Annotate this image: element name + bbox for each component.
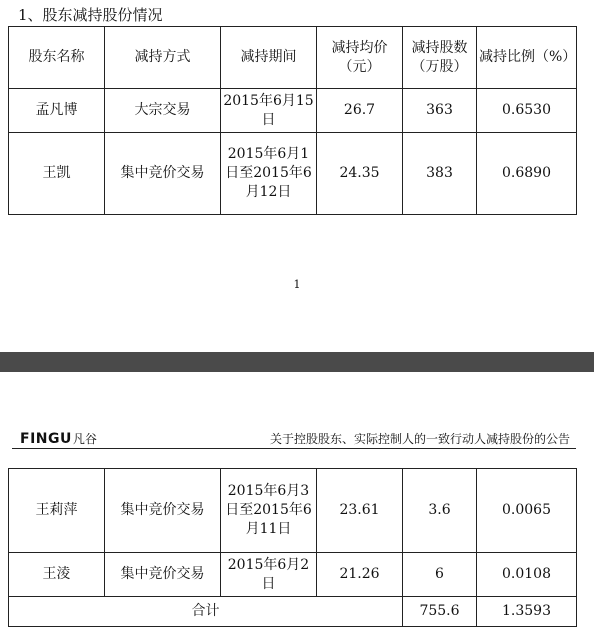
table-row <box>9 553 577 597</box>
shares-cell: 3.6 <box>403 469 477 553</box>
page-number: 1 <box>293 278 301 291</box>
ratio-cell: 0.0065 <box>477 469 577 553</box>
fingu-logo <box>20 428 97 447</box>
shareholder-name-cell: 王莉萍 <box>9 469 105 553</box>
method-cell: 集中竞价交易 <box>105 553 221 597</box>
method-cell: 集中竞价交易 <box>105 133 221 215</box>
shareholder-name-cell: 孟凡博 <box>9 89 105 133</box>
header-divider <box>12 448 576 449</box>
period-cell: 2015年6月2日 <box>221 553 317 597</box>
table-row <box>9 89 577 133</box>
logo-chinese-text: 凡谷 <box>72 432 97 446</box>
table-row <box>9 133 577 215</box>
shares-cell: 363 <box>403 89 477 133</box>
method-cell: 集中竞价交易 <box>105 469 221 553</box>
avg-price-cell: 24.35 <box>317 133 403 215</box>
section-title: 1、股东减持股份情况 <box>18 6 163 24</box>
avg-price-cell: 21.26 <box>317 553 403 597</box>
ratio-cell: 0.0108 <box>477 553 577 597</box>
total-ratio-cell: 1.3593 <box>477 597 577 627</box>
logo-latin-text: FINGU <box>20 431 72 447</box>
header-cell: 减持均价（元） <box>317 27 403 89</box>
table-header-row <box>9 27 577 89</box>
period-cell: 2015年6月1日至2015年6月12日 <box>221 133 317 215</box>
document-title: 关于控股股东、实际控制人的一致行动人减持股份的公告 <box>269 432 570 446</box>
ratio-cell: 0.6530 <box>477 89 577 133</box>
header-cell: 减持股数（万股） <box>403 27 477 89</box>
page-2 <box>0 372 594 624</box>
shares-cell: 6 <box>403 553 477 597</box>
shareholder-reduction-table-continued <box>8 468 577 627</box>
shareholder-name-cell: 王淩 <box>9 553 105 597</box>
table-row <box>9 469 577 553</box>
total-shares-cell: 755.6 <box>403 597 477 627</box>
page-gap <box>0 352 594 372</box>
period-cell: 2015年6月3日至2015年6月11日 <box>221 469 317 553</box>
header-cell: 减持比例（%） <box>477 27 577 89</box>
total-label-cell: 合计 <box>9 597 403 627</box>
shareholder-name-cell: 王凯 <box>9 133 105 215</box>
header-cell: 减持方式 <box>105 27 221 89</box>
shareholder-reduction-table <box>8 26 577 215</box>
period-cell: 2015年6月15日 <box>221 89 317 133</box>
avg-price-cell: 23.61 <box>317 469 403 553</box>
header-cell: 股东名称 <box>9 27 105 89</box>
shares-cell: 383 <box>403 133 477 215</box>
ratio-cell: 0.6890 <box>477 133 577 215</box>
avg-price-cell: 26.7 <box>317 89 403 133</box>
total-row <box>9 597 577 627</box>
header-cell: 减持期间 <box>221 27 317 89</box>
method-cell: 大宗交易 <box>105 89 221 133</box>
